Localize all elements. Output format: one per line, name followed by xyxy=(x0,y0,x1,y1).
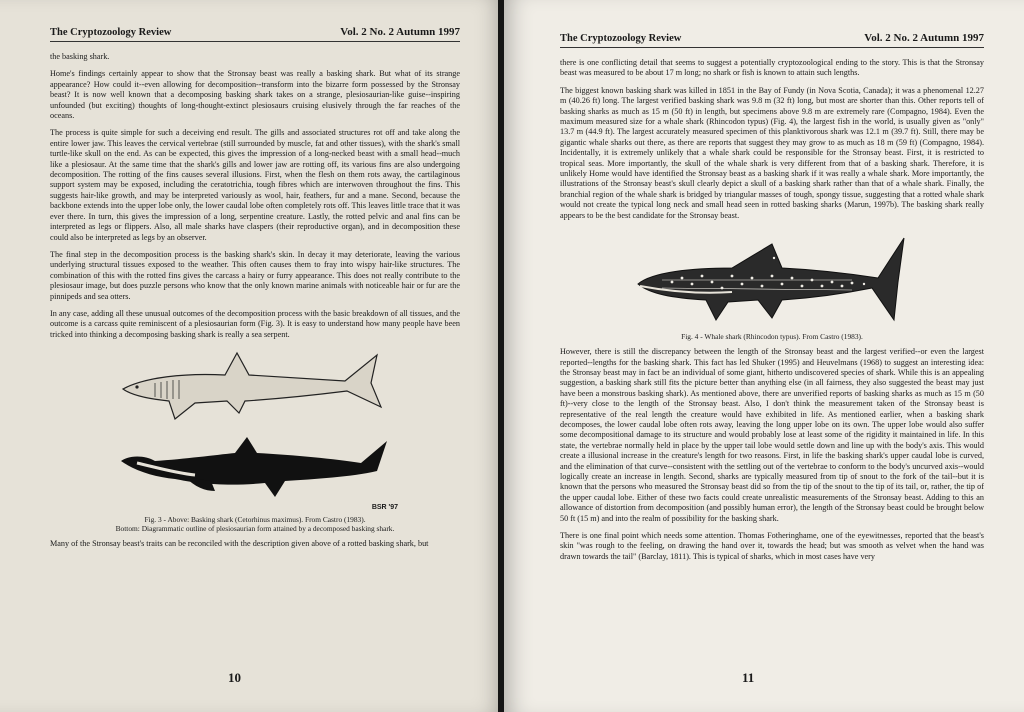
paragraph: There is one final point which needs some attention. Thomas Fotheringhame, one of the eyewitnesses, reported that the beast's skin "was rough to the feeling, on drawing the hand over it, towards the head; but was smooth as velvet when the hand was drawn towards the tail" (Barclay, 1811). This is typical of sharks, which in most cases have very xyxy=(560,531,984,561)
caption-line: Bottom: Diagrammatic outline of plesiosaurian form attained by a decomposed basking shark. xyxy=(115,524,395,534)
issue-label: Vol. 2 No. 2 Autumn 1997 xyxy=(864,32,984,44)
paragraph: The final step in the decomposition process is the basking shark's skin. In decay it may deteriorate, leaving the various underlying structural tissues exposed to the weather. This often causes them to fray into wispy hair-like structures. The combination of this with the rotted fins gives the carcass a hairy or furry appearance. This does not really contribute to the plesiosaur image, but does puzzle persons who know that the only known marine animals with noticeable hair or fur are the pinnipeds and sea otters. xyxy=(50,249,460,301)
right-page xyxy=(504,0,1024,712)
paragraph: The process is quite simple for such a deceiving end result. The gills and associated structures rot off and take along the entire lower jaw. This leaves the cervical vertebrae (still surrounded by muscle, fat and other tissues), with the shark's small turtle-like skull on the end. As can be expected, this gives the impression of a long-necked beast with a small head--much like a plesiosaur. At the same time that the shark's gills and lower jaw are rotting off, its various fins are also undergoing decomposition. The rotting of the fins causes several illusions. First, when the flesh on them rots away, the cartilaginous support system may be exposed, including the ceratotrichia, tough fibres which are interwoven throughout the fins. This suggests hair-like growth, and may be interpreted variously as wool, hair, feathers, fur and a mane. Second, because the backbone extends into the upper lobe only, the lower caudal lobe often completely rots off. This leaves little trace that it was ever there. In turn, this gives the impression of a long, serpentine creature. Lastly, the rotted pelvic and anal fins can be interpreted as legs or flippers. Also, all male sharks have claspers (their reproductive organ), and in decomposition these could also be interpreted as legs by an observer. xyxy=(50,128,460,242)
figure-caption: Fig. 4 - Whale shark (Rhincodon typus). From Castro (1983). xyxy=(681,332,863,342)
page-header xyxy=(560,32,984,48)
page-number: 11 xyxy=(742,670,755,685)
left-page xyxy=(0,0,504,712)
whale-shark-illustration xyxy=(632,228,912,328)
page-number: 10 xyxy=(228,670,241,685)
paragraph: Many of the Stronsay beast's traits can be reconciled with the description given above of a rotted basking shark, but xyxy=(50,539,429,549)
figure-caption xyxy=(50,515,460,533)
paragraph: the basking shark. xyxy=(50,52,110,61)
caption-line: Fig. 3 - Above: Basking shark (Cetorhinus maximus). From Castro (1983). xyxy=(144,515,366,525)
issue-label: Vol. 2 No. 2 Autumn 1997 xyxy=(340,26,460,38)
plesiosaur-outline-illustration xyxy=(115,431,395,511)
paragraph: However, there is still the discrepancy between the length of the Stronsay beast and the largest verified--or even the largest reported--lengths for the basking shark. This fact has led Shuker (1995) and Heuvelmans (1968) to suggest an interesting idea: the Stronsay beast may in fact be an individual of some giant, hitherto undiscovered species of shark. While this is an appealing suggestion, a basking shark still fits the picture better than anything else (in all fairness, they also suggested the beast may just have been a monstrous basking shark). As mentioned above, there are unverified reports of basking sharks as much as 15 m (50 ft)--very close to the length of the Stronsay beast. Also, I don't think the measurement taken of the Stronsay beast is representative of the real length the creature would have exhibited in life. As mentioned earlier, when a basking shark decomposes, the lower caudal lobe often rots away, leaving the long upper lobe on its own. The upper lobe would also suffer some decompositional damage to its structure and would probably lose at least some of the rigidity it maintained in life. In this state, the vertebrae normally held in place by the upper tail lobe would settle down and line up with the body's axis. This would create a illusional increase in the creature's length for two reasons. First, in life the basking shark's upper caudal lobe is curved, and the elimination of that curve--consistent with the settling out of the vertebrae to conform to the body's uncurved axis--would logically create an increase in length. Second, sharks are typically measured from tip of snout to the fork of the tail--but it is known that the persons who measured the Stronsay beast did so from the tip of the snout to the tip of its tail, or, rather, the tip of the upper caudal lobe. Either of these two facts could create unrealistic measurements of the Stronsay beast. Adding to this an allowance of distortion from decomposition (and possibly human error), the length of the Stronsay beast could be brought below 50 ft (15 m) and into the realm of possibility for the basking shark. xyxy=(560,347,984,523)
paragraph: there is one conflicting detail that seems to suggest a potentially cryptozoological ending to the story. This is that the Stronsay beast was measured to be about 17 m long; no shark or fish is known to attain such lengths. xyxy=(560,58,984,78)
basking-shark-illustration xyxy=(115,347,395,427)
journal-title: The Cryptozoology Review xyxy=(560,33,682,44)
paragraph: The biggest known basking shark was killed in 1851 in the Bay of Fundy (in Nova Scotia, Canada); it was a phenomenal 12.27 m (40.26 ft) long. The largest verified basking shark was 9.8 m (32 ft) long, but most are shorter than this. Other reports tell of basking sharks as much as 15 m (50 ft) in length, but specimens above 9.8 m are extremely rare (Compagno, 1984). Even the maximum measured size for a whale shark (Rhincodon typus) (Fig. 4), the largest fish in the world, is usually given as "only" 13.7 m (44.9 ft). The largest accurately measured specimen of this planktivorous shark was 12.1 m (39.7 ft). Still, there may be gigantic whale sharks out there, as there are reports that suggest they may grow to as much as 18 m (59 ft) (Compagno, 1984). Incidentally, it is extremely unlikely that a whale shark could be responsible for the Stronsay beast. First, it is restricted to tropical seas. More importantly, the skull of the whale shark is very different from that of a basking shark. Therefore, it is unlikely Home would have identified the Stronsay beast as a basking shark if it was really a whale shark. More importantly, the illustrations of the Stronsay beast's skull clearly depict a skull of a basking shark rather than that of a whale shark. Finally, the branchial region of the whale shark is bridged by triangular masses of tough, spongy tissue, suggesting that a rotted whale shark would not create the typical long neck and small head seen in rotted basking sharks (Marun, 1997b). The basking shark really appears to be the best candidate for the Stronsay beast. xyxy=(560,85,984,220)
paragraph: Home's findings certainly appear to show that the Stronsay beast was really a basking shark. But what of its strange appearance? How could it--even allowing for decomposition--transform into the bizarre form possessed by the Stronsay beast? It is now well known that a decomposing basking shark takes on a strange, plesiosaurian-like guise--inspiring unfounded (but exciting) thoughts of long-thought-extinct plesiosaurs cruising elusively through the far reaches of the oceans. xyxy=(50,69,460,121)
journal-title: The Cryptozoology Review xyxy=(50,27,172,38)
page-header xyxy=(50,26,460,42)
illustrator-signature: BSR '97 xyxy=(371,504,398,512)
paragraph: In any case, adding all these unusual outcomes of the decomposition process with the basic breakdown of all tissues, and the outcome is a carcass quite reminiscent of a plesiosaurian form (Fig. 3). It is easy to understand how many people have been tricked into thinking a decomposing basking shark is really a sea serpent. xyxy=(50,308,460,339)
